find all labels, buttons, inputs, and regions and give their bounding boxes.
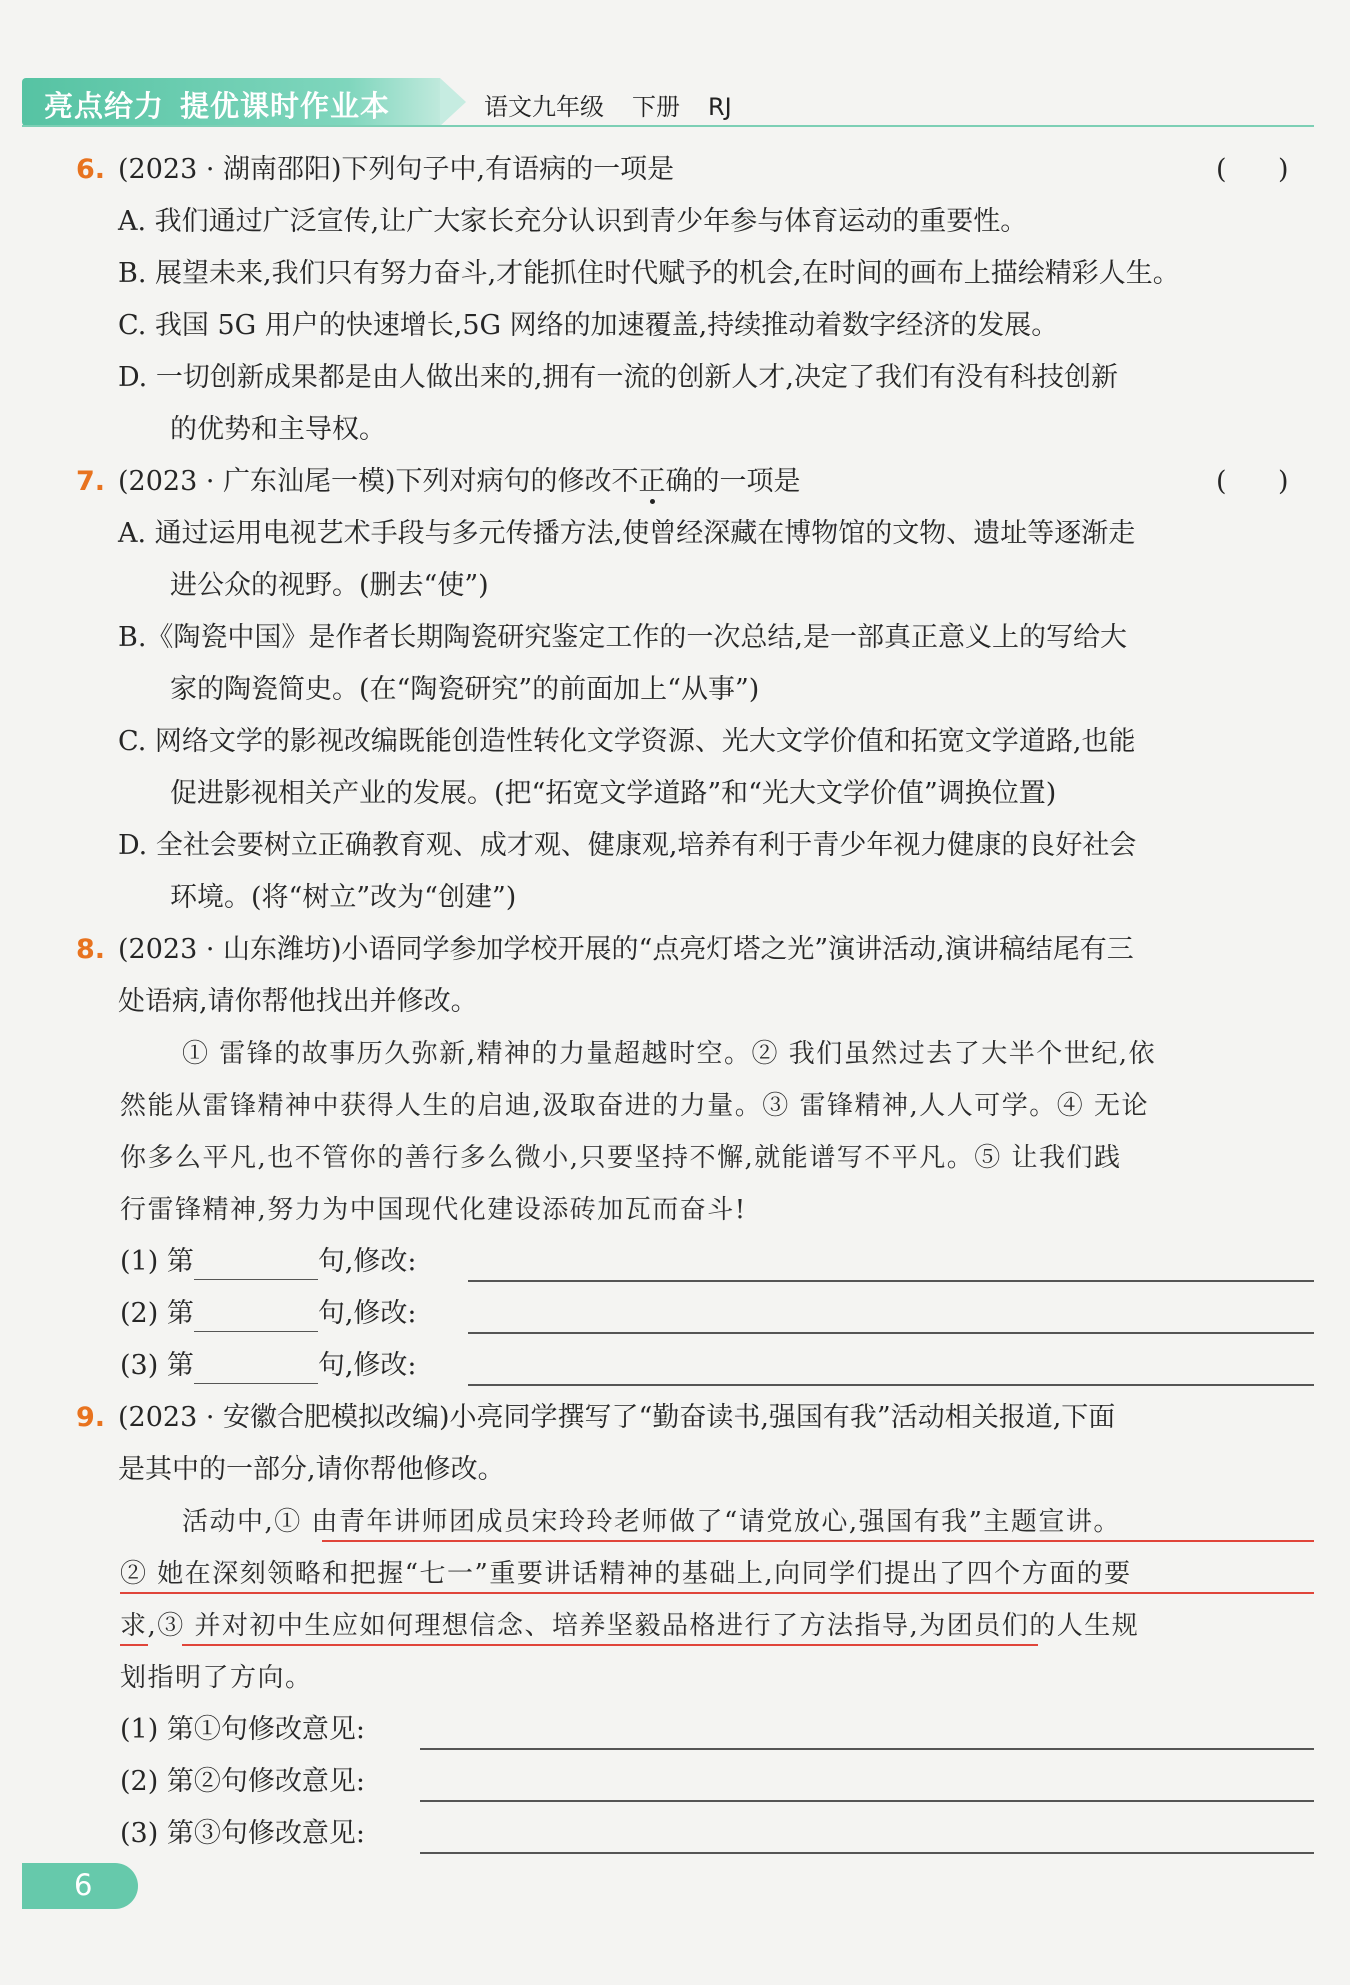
book-info	[484, 87, 760, 122]
answer-row-prefix: (1) 第	[120, 1246, 194, 1277]
header-divider	[22, 125, 1314, 127]
volume-label: 下册	[632, 93, 680, 121]
question-9-passage-line: 划指明了方向。	[120, 1663, 313, 1693]
sentence-number-blank[interactable]	[194, 1301, 318, 1332]
question-7-option-c-continued: 促进影视相关产业的发展。(把“拓宽文学道路”和“光大文学价值”调换位置)	[170, 778, 1057, 809]
correction-line[interactable]	[468, 1280, 1314, 1282]
revision-answer-line[interactable]	[420, 1852, 1314, 1854]
question-6-option-c[interactable]: C. 我国 5G 用户的快速增长,5G 网络的加速覆盖,持续推动着数字经济的发展。	[118, 310, 1059, 341]
answer-row-prefix: (3) 第	[120, 1350, 194, 1381]
question-8-stem-continued: 处语病,请你帮他找出并修改。	[118, 986, 478, 1017]
question-7-stem-end: 的一项是	[692, 466, 801, 497]
answer-row-2	[120, 1296, 417, 1332]
revision-answer-line[interactable]	[420, 1800, 1314, 1802]
emphasis-not-correct	[612, 466, 693, 497]
question-9-passage-line: 活动中,① 由青年讲师团成员宋玲玲老师做了“请党放心,强国有我”主题宣讲。	[182, 1507, 1121, 1537]
brand-name: 亮点给力	[44, 89, 165, 123]
question-9-passage-line: 求,③ 并对初中生应如何理想信念、培养坚毅品格进行了方法指导,为团员们的人生规	[120, 1611, 1140, 1641]
question-6-option-b[interactable]: B. 展望未来,我们只有努力奋斗,才能抓住时代赋予的机会,在时间的画布上描绘精彩人生。	[118, 258, 1180, 289]
question-8-passage-line: ① 雷锋的故事历久弥新,精神的力量超越时空。② 我们虽然过去了大半个世纪,依	[182, 1039, 1157, 1069]
question-7-stem	[118, 464, 801, 500]
sentence-number-blank[interactable]	[194, 1249, 318, 1280]
emphasized-text: 不正确	[611, 466, 693, 497]
sentence-1-underline	[322, 1540, 1314, 1542]
question-7-stem-start: (2023 · 广东汕尾一模)下列对病句的修改	[118, 466, 612, 497]
question-7-answer-bracket[interactable]: ( )	[1216, 466, 1289, 497]
revision-answer-line[interactable]	[420, 1748, 1314, 1750]
question-7-option-a-continued: 进公众的视野。(删去“使”)	[170, 570, 489, 601]
question-7-option-b-continued: 家的陶瓷简史。(在“陶瓷研究”的前面加上“从事”)	[170, 674, 760, 705]
sentence-2-underline-end	[120, 1644, 148, 1646]
question-6-answer-bracket[interactable]: ( )	[1216, 154, 1289, 185]
question-7-option-d-continued: 环境。(将“树立”改为“创建”)	[170, 882, 517, 913]
brand-title	[44, 84, 390, 125]
question-9-stem-continued: 是其中的一部分,请你帮他修改。	[118, 1454, 505, 1485]
correction-line[interactable]	[468, 1384, 1314, 1386]
revision-prompt-2: (2) 第②句修改意见:	[120, 1766, 365, 1797]
question-7-option-d[interactable]: D. 全社会要树立正确教育观、成才观、健康观,培养有利于青少年视力健康的良好社会	[118, 830, 1137, 861]
sentence-number-blank[interactable]	[194, 1353, 318, 1384]
question-9-number: 9.	[76, 1402, 106, 1433]
question-7-number: 7.	[76, 466, 106, 497]
question-8-passage-line: 你多么平凡,也不管你的善行多么微小,只要坚持不懈,就能谱写不平凡。⑤ 让我们践	[120, 1143, 1122, 1173]
edition-label: RJ	[708, 93, 732, 121]
answer-row-1	[120, 1244, 417, 1280]
question-6-stem: (2023 · 湖南邵阳)下列句子中,有语病的一项是	[118, 154, 675, 185]
question-9-passage-line: ② 她在深刻领略和把握“七一”重要讲话精神的基础上,向同学们提出了四个方面的要	[120, 1559, 1132, 1589]
answer-row-suffix: 句,修改:	[317, 1298, 417, 1329]
question-7-option-a[interactable]: A. 通过运用电视艺术手段与多元传播方法,使曾经深藏在博物馆的文物、遗址等逐渐走	[118, 518, 1136, 549]
correction-line[interactable]	[468, 1332, 1314, 1334]
question-7-option-b[interactable]: B.《陶瓷中国》是作者长期陶瓷研究鉴定工作的一次总结,是一部真正意义上的写给大	[118, 622, 1128, 653]
answer-row-suffix: 句,修改:	[317, 1350, 417, 1381]
brand-subtitle: 提优课时作业本	[180, 89, 391, 123]
answer-row-3	[120, 1348, 417, 1384]
question-6-option-d-continued: 的优势和主导权。	[170, 414, 386, 445]
question-6-option-d[interactable]: D. 一切创新成果都是由人做出来的,拥有一流的创新人才,决定了我们有没有科技创新	[118, 362, 1119, 393]
page-number: 6	[74, 1868, 93, 1902]
sentence-3-underline	[182, 1644, 1038, 1646]
subject-label: 语文九年级	[484, 93, 604, 121]
question-8-passage-line: 行雷锋精神,努力为中国现代化建设添砖加瓦而奋斗!	[120, 1195, 747, 1225]
question-8-number: 8.	[76, 934, 106, 965]
question-8-passage-line: 然能从雷锋精神中获得人生的启迪,汲取奋进的力量。③ 雷锋精神,人人可学。④ 无论	[120, 1091, 1150, 1121]
question-7-option-c[interactable]: C. 网络文学的影视改编既能创造性转化文学资源、光大文学价值和拓宽文学道路,也能	[118, 726, 1136, 757]
question-6-number: 6.	[76, 154, 106, 185]
sentence-2-underline	[120, 1592, 1314, 1594]
revision-prompt-3: (3) 第③句修改意见:	[120, 1818, 365, 1849]
question-9-stem: (2023 · 安徽合肥模拟改编)小亮同学撰写了“勤奋读书,强国有我”活动相关报道,下面	[118, 1402, 1116, 1433]
answer-row-prefix: (2) 第	[120, 1298, 194, 1329]
question-8-stem: (2023 · 山东潍坊)小语同学参加学校开展的“点亮灯塔之光”演讲活动,演讲稿结尾有三	[118, 934, 1134, 965]
revision-prompt-1: (1) 第①句修改意见:	[120, 1714, 365, 1745]
answer-row-suffix: 句,修改:	[317, 1246, 417, 1277]
question-6-option-a[interactable]: A. 我们通过广泛宣传,让广大家长充分认识到青少年参与体育运动的重要性。	[118, 206, 1028, 237]
